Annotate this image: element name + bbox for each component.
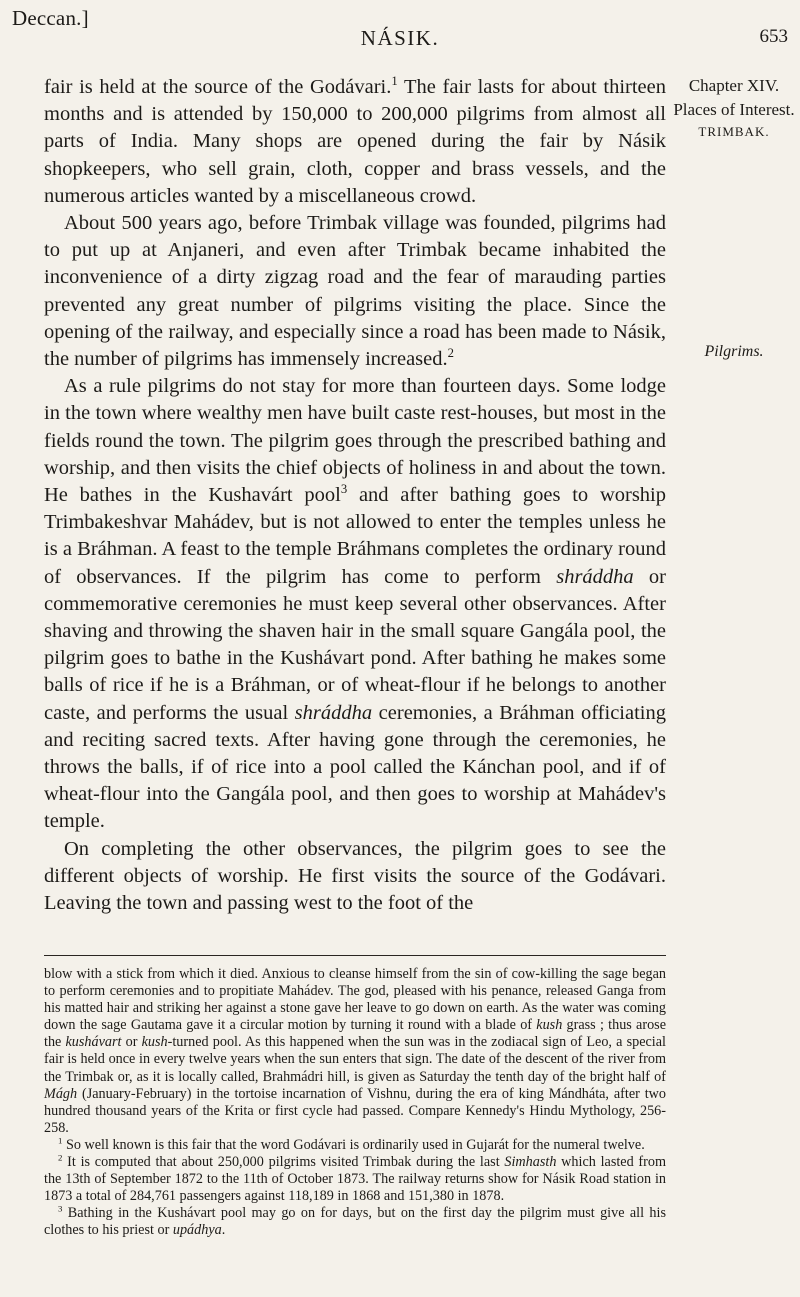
footnote-ref-1: 1 — [391, 74, 398, 89]
footnote-2: $^2$ It is computed that about 250,000 pilgrims visited Trimbak during the last Simhasth which lasted from the 13th of September 1872 to the 11th of October 1873. The railway returns show for Násik Road station in 1873 a total of 284,761 passengers against 118,189 in 1868 and 151,380 in 1878. — [44, 1152, 667, 1205]
footnote-ref-3: 3 — [340, 482, 348, 497]
page-title: NÁSIK. — [360, 26, 440, 50]
sidenote-chapter: Chapter XIV. — [688, 76, 780, 95]
sidenote-pilgrims: Pilgrims. — [704, 343, 764, 360]
sidenote-trimbak: TRIMBAK. — [698, 124, 770, 139]
page-number: 653 — [759, 26, 788, 47]
footnotes — [44, 966, 666, 1240]
paragraph-history: About 500 years ago, before Trimbak village was founded, pilgrims had to put up at Anjaneri, and even after Trimbak became inhabited the inconvenience of a dirty zigzag road and the fear of marauding parties prevented any great number of pilgrims visiting the place. Since the opening of the railway, and especially since a road has been made to Násik, the number of pilgrims has immensely increased.$^2$ — [44, 212, 666, 371]
paragraph-fair: fair is held at the source of the Godávari.$^1$ The fair lasts for about thirteen months and is attended by 150,000 to 200,000 pilgrims from almost all parts of India. Many shops are opened during the fair by Násik shopkeepers, who sell grain, cloth, copper and brass vessels, and the numerous articles wanted by a miscellaneous crowd. — [44, 74, 667, 207]
sidenote-places: Places of Interest. — [673, 100, 795, 119]
body-text — [44, 74, 666, 917]
footnote-ref-2: 2 — [447, 346, 454, 361]
footnote-3: $^3$ Bathing in the Kushávart pool may go on for days, but on the first day the pilgrim must give all his clothes to his priest or upádhya. — [44, 1203, 666, 1239]
footnote-1: $^1$ So well known is this fair that the word Godávari is ordinarily used in Gujarát for the numeral twelve. — [58, 1135, 645, 1153]
paragraph-pilgrims: As a rule pilgrims do not stay for more than fourteen days. Some lodge in the town where wealthy men have built caste rest-houses, but most in the fields round the town. The pilgrim goes through the prescribed bathing and worship, and then visits the chief objects of holiness in and about the town. He bathes in the Kushavárt pool$^3$ and after bathing goes to worship Trimbakeshvar Mahádev, but is not allowed to enter the temples unless he is a Bráhman. A feast to the temple Bráhmans completes the ordinary round of observances. If the pilgrim has come to perform shráddha or commemorative ceremonies he must keep several other observances. After shaving and throwing the shaven hair in the small square Gangála pool, the pilgrim goes to bathe in the Kushávart pond. After bathing he makes some balls of rice if he is a Bráhman, or of wheat-flour if he belongs to another caste, and performs the usual shráddha ceremonies, a Bráhman officiating and reciting sacred texts. After having gone through the ceremonies, he throws the balls, if of rice into a pool called the Kánchan pool, and if of wheat-flour into the Gangála pool, and then goes to worship at Mahádev's temple. — [44, 375, 666, 833]
running-head-left: Deccan.] — [12, 6, 89, 30]
paragraph-observances: On completing the other observances, the pilgrim goes to see the different objects of worship. He first visits the source of the Godávari. Leaving the town and passing west to the foot of the — [44, 837, 666, 915]
footnote-divider — [44, 955, 666, 956]
footnote-continued: blow with a stick from which it died. Anxious to cleanse himself from the sin of cow-killing the sage began to perform ceremonies and to propitiate Mahádev. The god, pleased with his penance, released Ganga from his matted hair and striking her against a stone gave her leave to go down on earth. As the water was coming down the sage Gautama gave it a circular motion by turning it round with a blade of kush grass ; thus arose the kushávart or kush-turned pool. As this happened when the sun was in the zodiacal sign of Leo, a special fair is held once in every twelve years when the sun enters that sign. The date of the descent of the river from the Trimbak or, as it is locally called, Brahmádri hill, is given as Saturday the tenth day of the bright half of Mágh (January-February) in the tortoise incarnation of Vishnu, during the era of king Mándháta, after two hundred thousand years of the Krita or first cycle had passed. Compare Kennedy's Hindu Mythology, 256-258. — [44, 966, 666, 1136]
